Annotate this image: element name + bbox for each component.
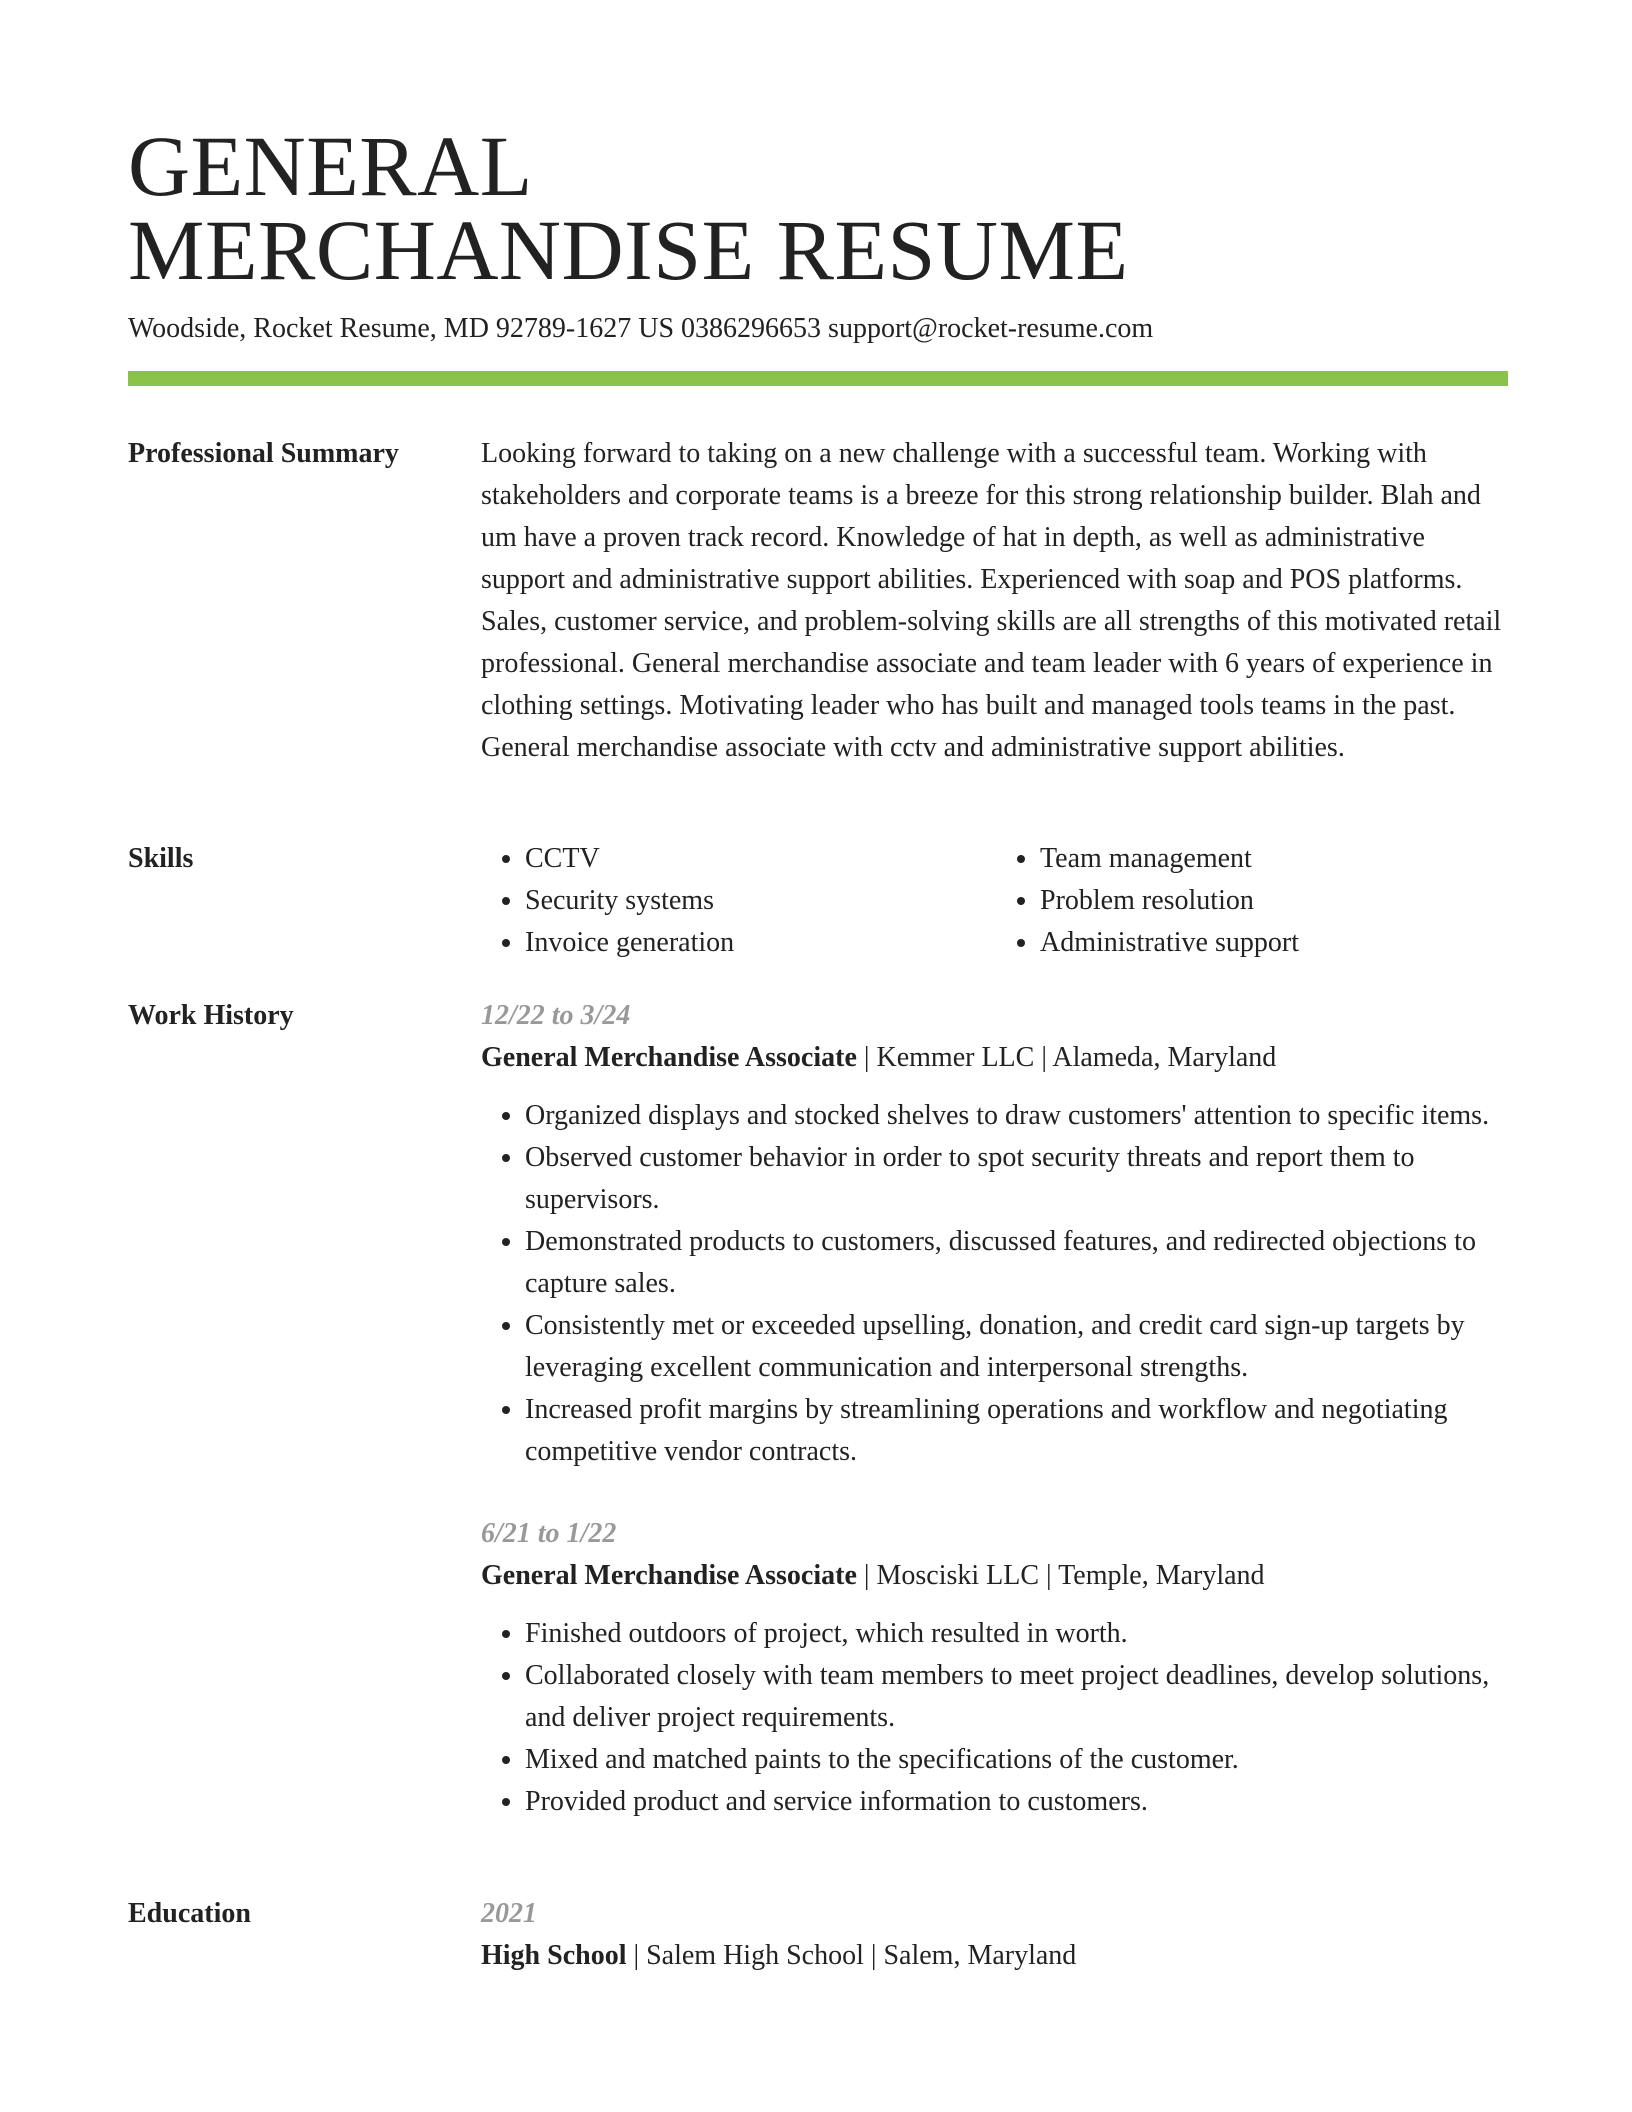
page-title (128, 118, 1508, 298)
job-bullet: • Consistently met or exceeded upselling, donation, and credit card sign-up targets by leveraging excellent communication and interpersonal strengths. (525, 1305, 1511, 1389)
education-degree: High School (481, 1940, 627, 1971)
skill-item: • Problem resolution (1040, 880, 1511, 922)
job-bullet: • Increased profit margins by streamlining operations and workflow and negotiating competitive vendor contracts. (525, 1389, 1511, 1473)
skill-item: • Security systems (525, 880, 996, 922)
accent-divider (128, 371, 1508, 386)
education-line (481, 1935, 1511, 1977)
summary-label: Professional Summary (128, 438, 399, 469)
education-date: 2021 (481, 1898, 537, 1929)
job-bullet: • Provided product and service information to customers. (525, 1781, 1511, 1823)
education-content (481, 1893, 1511, 1977)
education-school-location: | Salem High School | Salem, Maryland (626, 1940, 1077, 1971)
skills-content (481, 838, 1511, 964)
job-company-location: | Kemmer LLC | Alameda, Maryland (856, 1042, 1277, 1073)
work-history-label: Work History (128, 1000, 294, 1031)
skill-item: • Administrative support (1040, 922, 1511, 964)
job-role: General Merchandise Associate (481, 1560, 857, 1591)
skill-item: • Invoice generation (525, 922, 996, 964)
contact-info: Woodside, Rocket Resume, MD 92789-1627 US 0386296653 support@rocket-resume.com (128, 313, 1154, 344)
job-title-line (481, 1555, 1511, 1597)
summary-content (481, 433, 1511, 769)
work-history-content (481, 995, 1511, 1823)
title-line-2: MERCHANDISE RESUME (128, 202, 1129, 298)
job-bullet: • Finished outdoors of project, which resulted in worth. (525, 1613, 1511, 1655)
skills-column-2 (996, 838, 1511, 964)
job-company-location: | Mosciski LLC | Temple, Maryland (856, 1560, 1265, 1591)
education-label: Education (128, 1898, 251, 1929)
job-bullet: • Demonstrated products to customers, discussed features, and redirected objections to capture sales. (525, 1221, 1511, 1305)
summary-text: Looking forward to taking on a new challenge with a successful team. Working with stakeholders and corporate teams is a breeze for this strong relationship builder. Blah and um have a proven track record. Knowledge of hat in depth, as well as administrative support and administrative support abilities. Experienced with soap and POS platforms. Sales, customer service, and problem-solving skills are all strengths of this motivated retail professional. General merchandise associate and team leader with 6 years of experience in clothing settings. Motivating leader who has built and managed tools teams in the past. General merchandise associate with cctv and administrative support abilities. (481, 438, 1502, 763)
skills-grid (481, 838, 1511, 964)
job-bullet: • Observed customer behavior in order to spot security threats and report them to supervisors. (525, 1137, 1511, 1221)
skills-column-1 (481, 838, 996, 964)
skills-label: Skills (128, 843, 194, 874)
job-entry-2 (481, 1513, 1511, 1823)
job-bullets (481, 1613, 1511, 1823)
title-line-1: GENERAL (128, 118, 533, 214)
resume-header (128, 118, 1508, 346)
job-dates: 12/22 to 3/24 (481, 1000, 631, 1031)
skill-item: • Team management (1040, 838, 1511, 880)
job-entry-1 (481, 995, 1511, 1473)
job-bullet: • Collaborated closely with team members to meet project deadlines, develop solutions, and deliver project requirements. (525, 1655, 1511, 1739)
job-bullets (481, 1095, 1511, 1473)
job-bullet: • Mixed and matched paints to the specifications of the customer. (525, 1739, 1511, 1781)
skill-item: • CCTV (525, 838, 996, 880)
job-role: General Merchandise Associate (481, 1042, 857, 1073)
job-dates: 6/21 to 1/22 (481, 1518, 617, 1549)
job-bullet: • Organized displays and stocked shelves to draw customers' attention to specific items. (525, 1095, 1511, 1137)
job-title-line (481, 1037, 1511, 1079)
